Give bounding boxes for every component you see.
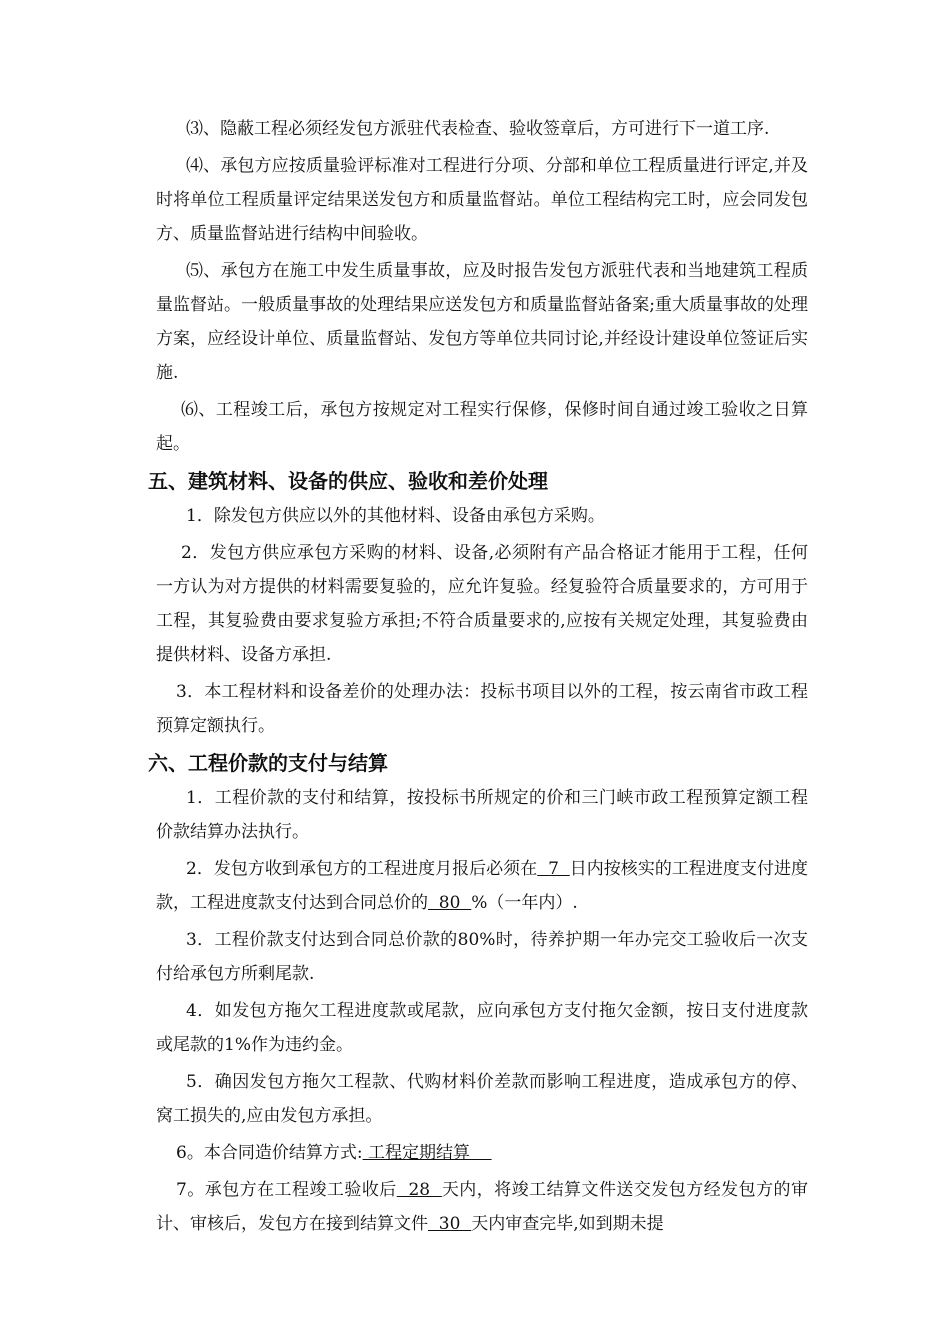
clause-6-2-text-b: 日内按核实的工程进度支付进度款，工程进度款支付达到合同总价的 [156,859,809,913]
clause-6-3: 3．工程价款支付达到合同总价款的80%时，待养护期一年办完交工验收后一次支付给承包方所剩尾款. [156,930,808,984]
clause-6-7-text-c: 天内审查完毕,如到期未提 [471,1214,664,1234]
settlement-method-blank: 工程定期结算 [362,1143,492,1163]
clause-6-6 [156,1136,808,1170]
section-5-heading: 五、建筑材料、设备的供应、验收和差价处理 [148,469,548,493]
clause-6-7-text-a: 7。承包方在工程竣工验收后 [176,1180,397,1200]
clause-4-3: ⑶、隐蔽工程必须经发包方派驻代表检查、验收签章后，方可进行下一道工序. [186,119,770,139]
clause-6-4: 4．如发包方拖欠工程进度款或尾款，应向承包方支付拖欠金额，按日支付进度款或尾款的1%作为违约金。 [156,1001,808,1055]
payment-days-blank: 7 [537,859,570,879]
clause-5-1: 1．除发包方供应以外的其他材料、设备由承包方采购。 [186,506,605,526]
clause-5-2: 2．发包方供应承包方采购的材料、设备,必须附有产品合格证才能用于工程，任何一方认为对方提供的材料需要复验的，应允许复验。经复验符合质量要求的，方可用于工程，其复验费由要求复验方承担;不符合质量要求的,应按有关规定处理，其复验费由提供材料、设备方承担. [156,543,808,665]
clause-6-5: 5．确因发包方拖欠工程款、代购材料价差款而影响工程进度，造成承包方的停、窝工损失的,应由发包方承担。 [156,1072,808,1126]
document-body [148,112,809,1241]
clause-4-6: ⑹、工程竣工后，承包方按规定对工程实行保修，保修时间自通过竣工验收之日算起。 [156,400,808,454]
clause-5-3: 3．本工程材料和设备差价的处理办法：投标书项目以外的工程，按云南省市政工程预算定额执行。 [156,682,808,736]
clause-6-2-text-c: %（一年内）. [471,893,578,913]
clause-6-7 [156,1173,808,1241]
clause-6-2-text-a: 2．发包方收到承包方的工程进度月报后必须在 [186,859,538,879]
submission-days-blank: 28 [396,1180,442,1200]
clause-4-5: ⑸、承包方在施工中发生质量事故，应及时报告发包方派驻代表和当地建筑工程质量监督站。一般质量事故的处理结果应送发包方和质量监督站备案;重大质量事故的处理方案，应经设计单位、质量监督站、发包方等单位共同讨论,并经设计建设单位签证后实施. [156,261,808,383]
review-days-blank: 30 [428,1214,472,1234]
payment-percent-blank: 80 [428,893,472,913]
clause-6-2 [156,852,808,920]
clause-6-6-text: 6。本合同造价结算方式: [176,1143,363,1163]
clause-6-1: 1．工程价款的支付和结算，按投标书所规定的价和三门峡市政工程预算定额工程价款结算办法执行。 [156,788,808,842]
clause-4-4: ⑷、承包方应按质量验评标准对工程进行分项、分部和单位工程质量进行评定,并及时将单位工程质量评定结果送发包方和质量监督站。单位工程结构完工时，应会同发包方、质量监督站进行结构中间验收。 [156,156,808,244]
clause-6-7-text-b: 天内，将竣工结算文件送交发包方经发包方的审计、审核后，发包方在接到结算文件 [156,1180,808,1234]
section-6-heading: 六、工程价款的支付与结算 [148,751,388,775]
